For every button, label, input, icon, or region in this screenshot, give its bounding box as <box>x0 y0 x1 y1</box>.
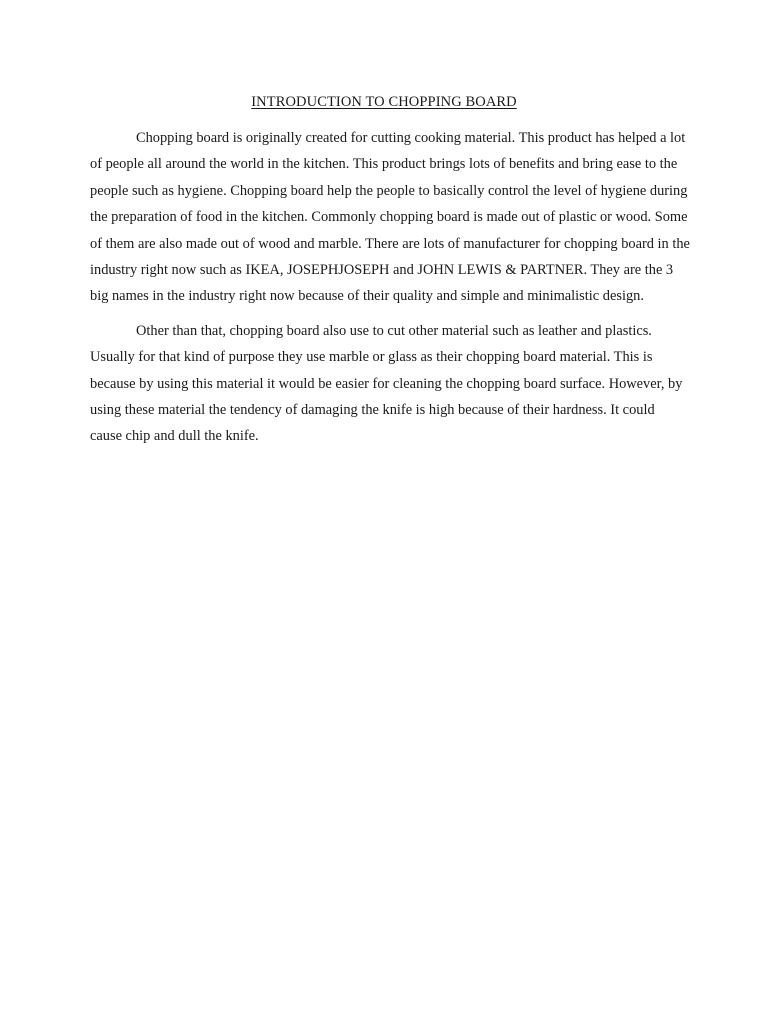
document-title: INTRODUCTION TO CHOPPING BOARD <box>251 94 517 110</box>
paragraph-1: Chopping board is originally created for cutting cooking material. This product has helped a lot of people all around the world in the kitchen. This product brings lots of benefits and bring ease to the people such as hygiene. Chopping board help the people to basically control the level of hygiene during the preparation of food in the kitchen. Commonly chopping board is made out of plastic or wood. Some of them are also made out of wood and marble. There are lots of manufacturer for chopping board in the industry right now such as IKEA, JOSEPHJOSEPH and JOHN LEWIS & PARTNER. They are the 3 big names in the industry right now because of their quality and simple and minimalistic design. <box>90 130 690 305</box>
document-body <box>90 125 690 458</box>
paragraph-2: Other than that, chopping board also use to cut other material such as leather and plastics. Usually for that kind of purpose they use marble or glass as their chopping board material. This is because by using this material it would be easier for cleaning the chopping board surface. However, by using these material the tendency of damaging the knife is high because of their hardness. It could cause chip and dull the knife. <box>90 322 683 445</box>
